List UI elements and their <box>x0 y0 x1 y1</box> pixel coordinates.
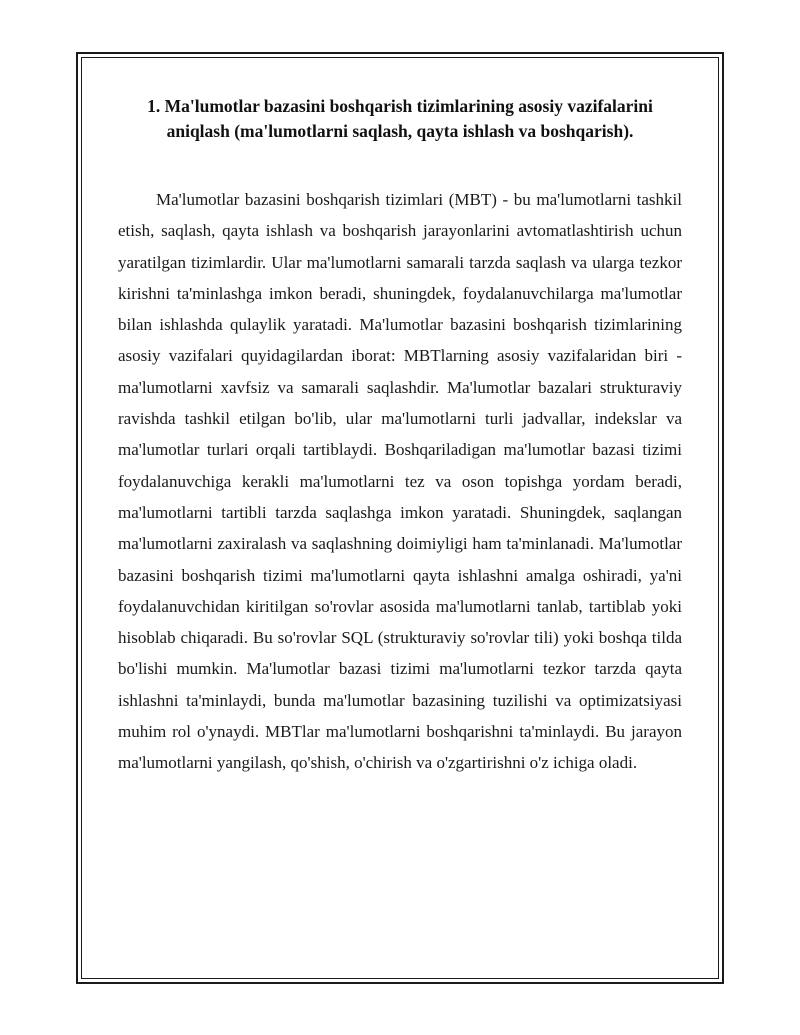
body-paragraph: Ma'lumotlar bazasini boshqarish tizimlari (MBT) - bu ma'lumotlarni tashkil etish, saqlash, qayta ishlash va boshqarish jarayonlarini avtomatlashtirish uchun yaratilgan tizimlardir. Ular ma'lumotlarni samarali tarzda saqlash va ularga tezkor kirishni ta'minlashga imkon beradi, shuningdek, foydalanuvchilarga ma'lumotlar bilan ishlashda qulaylik yaratadi. Ma'lumotlar bazasini boshqarish tizimlarining asosiy vazifalari quyidagilardan iborat: MBTlarning asosiy vazifalaridan biri - ma'lumotlarni xavfsiz va samarali saqlashdir. Ma'lumotlar bazalari strukturaviy ravishda tashkil etilgan bo'lib, ular ma'lumotlarni turli jadvallar, indekslar va ma'lumotlar turlari orqali tartiblaydi. Boshqariladigan ma'lumotlar bazasi tizimi foydalanuvchiga kerakli ma'lumotlarni tez va oson topishga yordam beradi, ma'lumotlarni tartibli tarzda saqlashga imkon yaratadi. Shuningdek, saqlangan ma'lumotlarni zaxiralash va saqlashning doimiyligi ham ta'minlanadi. Ma'lumotlar bazasini boshqarish tizimi ma'lumotlarni qayta ishlashni amalga oshiradi, ya'ni foydalanuvchidan kiritilgan so'rovlar asosida ma'lumotlarni tanlab, tartiblab yoki hisoblab chiqaradi. Bu so'rovlar SQL (strukturaviy so'rovlar tili) yoki boshqa tilda bo'lishi mumkin. Ma'lumotlar bazasi tizimi ma'lumotlarni tezkor tarzda qayta ishlashni ta'minlaydi, bunda ma'lumotlar bazasining tuzilishi va optimizatsiyasi muhim rol o'ynaydi. MBTlar ma'lumotlarni boshqarishni ta'minlaydi. Bu jarayon ma'lumotlarni yangilash, qo'shish, o'chirish va o'zgartirishni o'z ichiga oladi. <box>118 190 682 773</box>
document-title: 1. Ma'lumotlar bazasini boshqarish tizimlarining asosiy vazifalarini aniqlash (ma'lumotlarni saqlash, qayta ishlash va boshqarish). <box>147 96 653 141</box>
document-content <box>118 94 682 779</box>
